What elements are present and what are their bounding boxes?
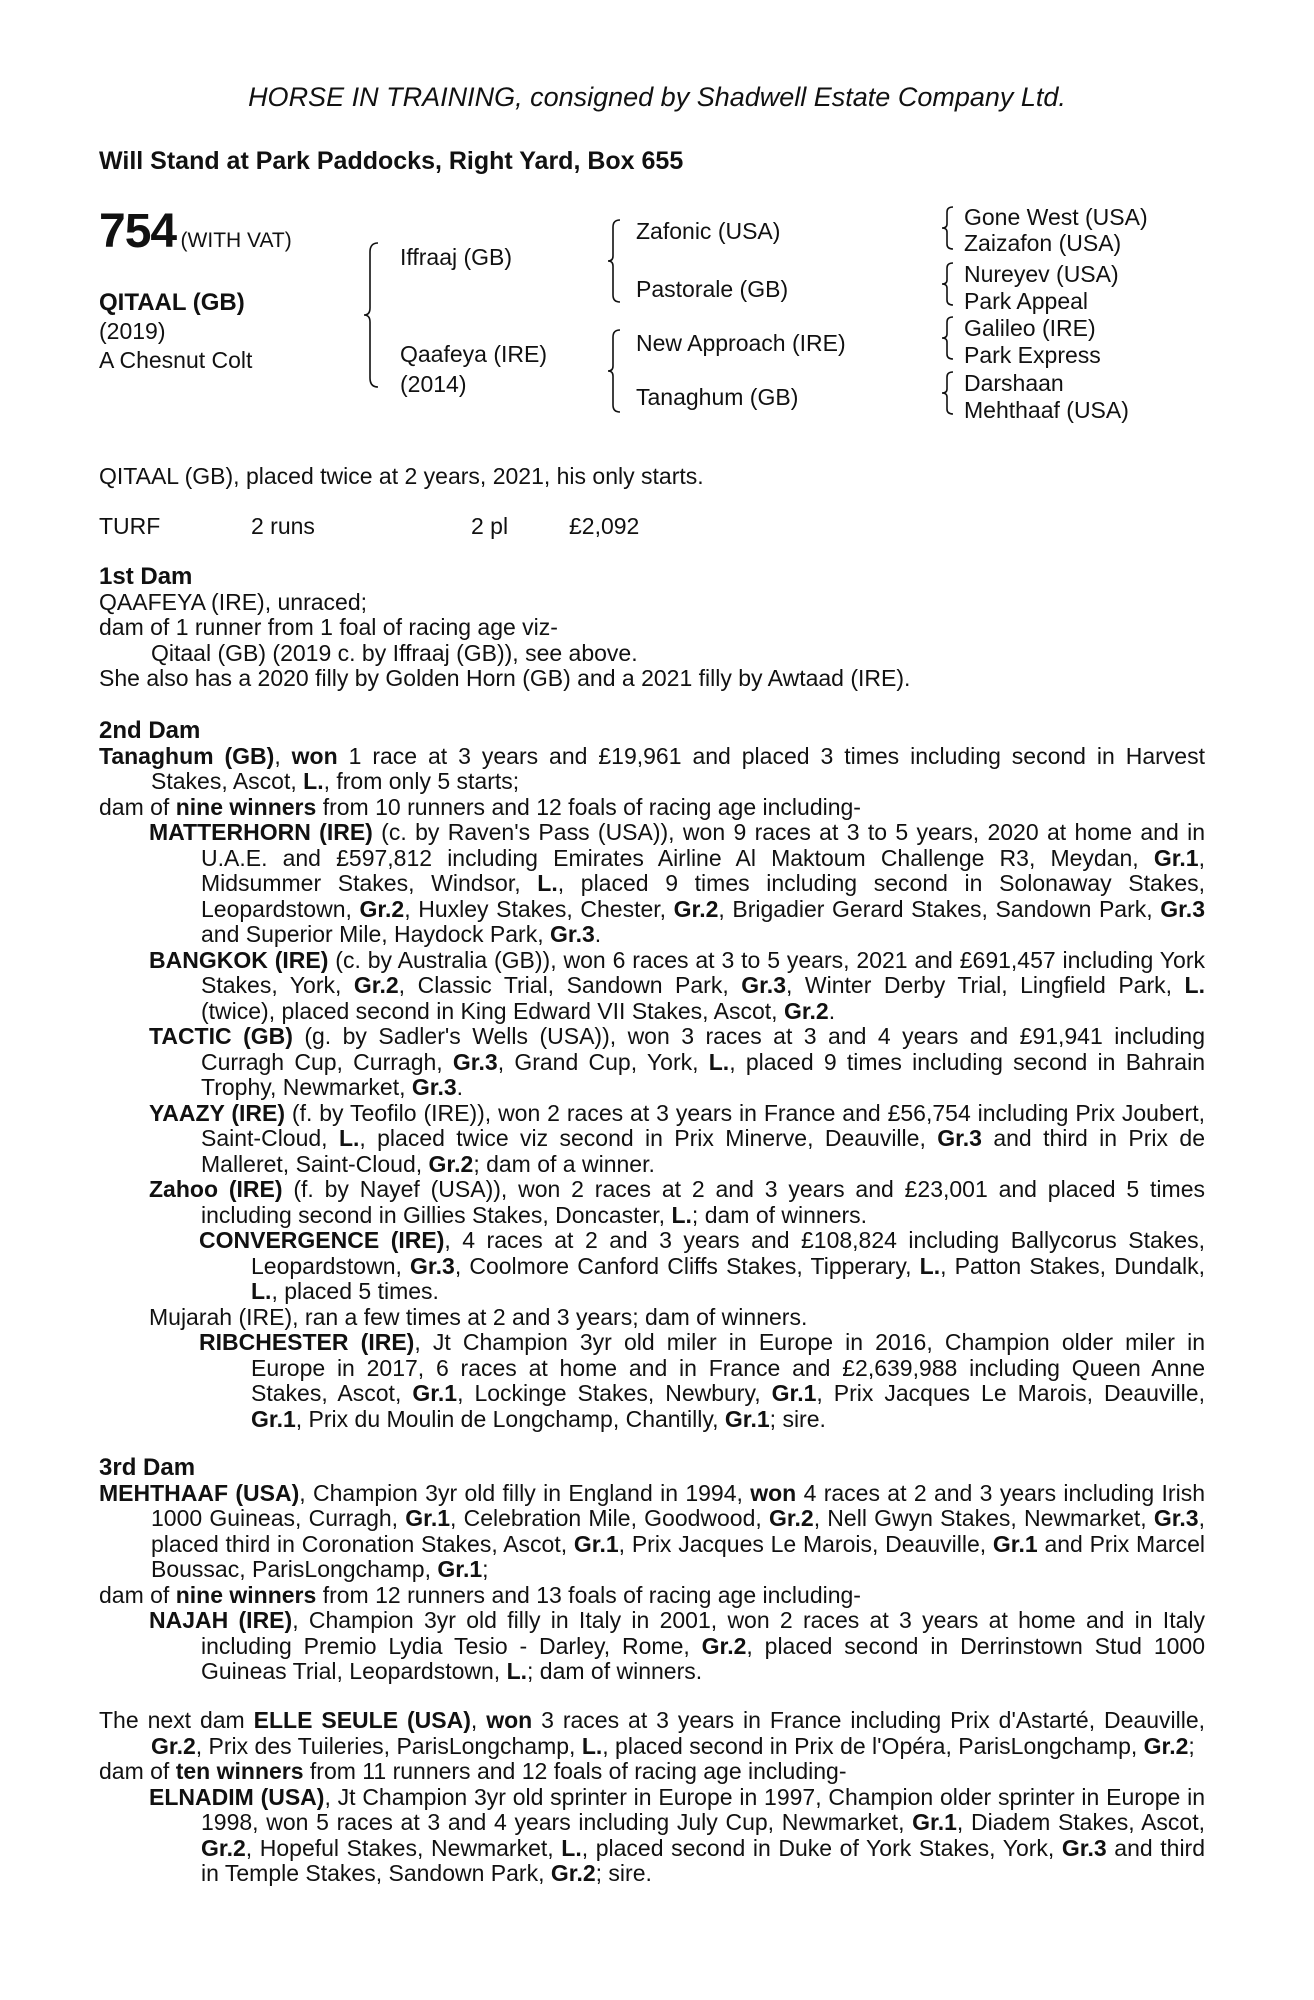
stand-location: Will Stand at Park Paddocks, Right Yard, Box 655 <box>99 147 684 175</box>
produce-najah: NAJAH (IRE), Champion 3yr old filly in Italy in 2001, won 2 races at 3 years at home and in Italy including Premio Lydia Tesio - Darley, Rome, Gr.2, placed second in Derrinstown Stud 1000 Guineas Trial, Leopardstown, L.; dam of winners. <box>149 1607 1205 1684</box>
produce-mujarah: Mujarah (IRE), ran a few times at 2 and 3 years; dam of winners. <box>149 1303 808 1330</box>
race-record <box>99 514 1205 540</box>
first-dam-line-2: dam of 1 runner from 1 foal of racing age viz- <box>99 614 558 640</box>
first-dam-line-1: QAAFEYA (IRE), unraced; <box>99 588 368 615</box>
dam-sire-name: New Approach (IRE) <box>636 330 846 356</box>
pedigree-brace-main <box>362 240 382 390</box>
gg-name-3: Nureyev (USA) <box>964 261 1119 287</box>
produce-yaazy: YAAZY (IRE) (f. by Teofilo (IRE)), won 2 races at 3 years in France and £56,754 including Prix Joubert, Saint-Cloud, L., placed twice viz second in Prix Minerve, Deauville, Gr.3 and third in Prix de Malleret, Saint-Cloud, Gr.2; dam of a winner. <box>149 1099 1205 1177</box>
produce-bangkok: BANGKOK (IRE) (c. by Australia (GB)), won 6 races at 3 to 5 years, 2021 and £691,457 including York Stakes, York, Gr.2, Classic Trial, Sandown Park, Gr.3, Winter Derby Trial, Lingfield Park, L. (twice), placed second in King Edward VII Stakes, Ascot, Gr.2. <box>149 946 1205 1024</box>
pedigree-brace-dam <box>606 328 624 414</box>
gg-name-2: Zaizafon (USA) <box>964 230 1122 256</box>
second-dam-produce: dam of nine winners from 10 runners and 12 foals of racing age including- <box>99 793 861 820</box>
produce-tactic: TACTIC (GB) (g. by Sadler's Wells (USA)), won 3 races at 3 and 4 years and £91,941 including Curragh Cup, Curragh, Gr.3, Grand Cup, York, L., placed 9 times including second in Bahrain Trophy, Newmarket, Gr.3. <box>149 1023 1205 1100</box>
record-surface: TURF <box>99 513 161 539</box>
next-dam-section <box>99 1708 1205 1887</box>
horse-name: QITAAL (GB) <box>99 289 245 316</box>
third-dam-produce: dam of nine winners from 12 runners and 13 foals of racing age including- <box>99 1581 861 1608</box>
second-dam-para-1: Tanaghum (GB), won 1 race at 3 years and £19,961 and placed 3 times including second in Harvest Stakes, Ascot, L., from only 5 starts; <box>99 742 1205 794</box>
first-dam-line-4: She also has a 2020 filly by Golden Horn (GB) and a 2021 filly by Awtaad (IRE). <box>99 665 911 691</box>
produce-elnadim: ELNADIM (USA), Jt Champion 3yr old sprinter in Europe in 1997, Champion older sprinter in Europe in 1998, won 5 races at 3 and 4 years including July Cup, Newmarket, Gr.1, Diadem Stakes, Ascot, Gr.2, Hopeful Stakes, Newmarket, L., placed second in Duke of York Stakes, York, Gr.3 and third in Temple Stakes, Sandown Park, Gr.2; sire. <box>149 1783 1206 1886</box>
produce-convergence: CONVERGENCE (IRE), 4 races at 2 and 3 years and £108,824 including Ballycorus Stakes, Leopardstown, Gr.3, Coolmore Canford Cliffs Stakes, Tipperary, L., Patton Stakes, Dundalk, L., placed 5 times. <box>199 1227 1205 1304</box>
first-dam-section <box>99 564 1205 692</box>
lot-heading <box>99 204 292 259</box>
second-dam-title: 2nd Dam <box>99 717 201 744</box>
pedigree-brace-g3 <box>940 315 956 361</box>
horse-year: (2019) <box>99 318 166 344</box>
sire-sire-name: Zafonic (USA) <box>636 218 781 244</box>
horse-info <box>99 288 252 375</box>
race-summary: QITAAL (GB), placed twice at 2 years, 2021, his only starts. <box>99 463 704 489</box>
gg-name-1: Gone West (USA) <box>964 204 1148 230</box>
pedigree-brace-sire <box>606 218 624 304</box>
dam-dam-name: Tanaghum (GB) <box>636 384 799 410</box>
sire-dam-name: Pastorale (GB) <box>636 276 789 302</box>
pedigree-brace-g1 <box>940 205 956 251</box>
third-dam-section <box>99 1455 1205 1685</box>
sire-name: Iffraaj (GB) <box>400 244 513 270</box>
second-dam-section <box>99 718 1205 1432</box>
gg-name-7: Darshaan <box>964 370 1064 396</box>
gg-name-6: Park Express <box>964 342 1101 368</box>
record-earnings: £2,092 <box>569 513 640 539</box>
gg-name-5: Galileo (IRE) <box>964 315 1096 341</box>
record-placed: 2 pl <box>471 513 509 539</box>
pedigree-brace-g4 <box>940 370 956 416</box>
page-header: HORSE IN TRAINING, consigned by Shadwell Estate Company Ltd. <box>248 82 1066 112</box>
next-dam-para-1: The next dam ELLE SEULE (USA), won 3 races at 3 years in France including Prix d'Astarté, Deauville, Gr.2, Prix des Tuileries, ParisLongchamp, L., placed second in Prix de l'Opéra, ParisLongchamp, Gr.2; <box>99 1707 1206 1759</box>
third-dam-title: 3rd Dam <box>99 1454 196 1481</box>
produce-zahoo: Zahoo (IRE) (f. by Nayef (USA)), won 2 races at 2 and 3 years and £23,001 and placed 5 times including second in Gillies Stakes, Doncaster, L.; dam of winners. <box>149 1176 1205 1228</box>
pedigree-brace-g2 <box>940 261 956 307</box>
produce-ribchester: RIBCHESTER (IRE), Jt Champion 3yr old miler in Europe in 2016, Champion older miler in Europe in 2017, 6 races at home and in France and £2,639,988 including Queen Anne Stakes, Ascot, Gr.1, Lockinge Stakes, Newbury, Gr.1, Prix Jacques Le Marois, Deauville, Gr.1, Prix du Moulin de Longchamp, Chantilly, Gr.1; sire. <box>199 1329 1206 1432</box>
vat-label: (WITH VAT) <box>180 229 292 252</box>
horse-description: A Chesnut Colt <box>99 347 253 373</box>
next-dam-produce: dam of ten winners from 11 runners and 12 foals of racing age including- <box>99 1758 847 1784</box>
gg-name-4: Park Appeal <box>964 288 1089 314</box>
gg-name-8: Mehthaaf (USA) <box>964 397 1129 423</box>
dam-year: (2014) <box>400 371 467 397</box>
lot-number: 754 <box>99 205 177 258</box>
record-runs: 2 runs <box>251 513 315 539</box>
dam-name: Qaafeya (IRE) <box>400 341 547 367</box>
first-dam-line-3: Qitaal (GB) (2019 c. by Iffraaj (GB)), see above. <box>151 639 638 666</box>
third-dam-para-1: MEHTHAAF (USA), Champion 3yr old filly in England in 1994, won 4 races at 2 and 3 years including Irish 1000 Guineas, Curragh, Gr.1, Celebration Mile, Goodwood, Gr.2, Nell Gwyn Stakes, Newmarket, Gr.3, placed third in Coronation Stakes, Ascot, Gr.1, Prix Jacques Le Marois, Deauville, Gr.1 and Prix Marcel Boussac, ParisLongchamp, Gr.1; <box>99 1479 1205 1582</box>
produce-matterhorn: MATTERHORN (IRE) (c. by Raven's Pass (USA)), won 9 races at 3 to 5 years, 2020 at home and in U.A.E. and £597,812 including Emirates Airline Al Maktoum Challenge R3, Meydan, Gr.1, Midsummer Stakes, Windsor, L., placed 9 times including second in Solonaway Stakes, Leopardstown, Gr.2, Huxley Stakes, Chester, Gr.2, Brigadier Gerard Stakes, Sandown Park, Gr.3 and Superior Mile, Haydock Park, Gr.3. <box>149 819 1205 947</box>
first-dam-title: 1st Dam <box>99 563 193 590</box>
